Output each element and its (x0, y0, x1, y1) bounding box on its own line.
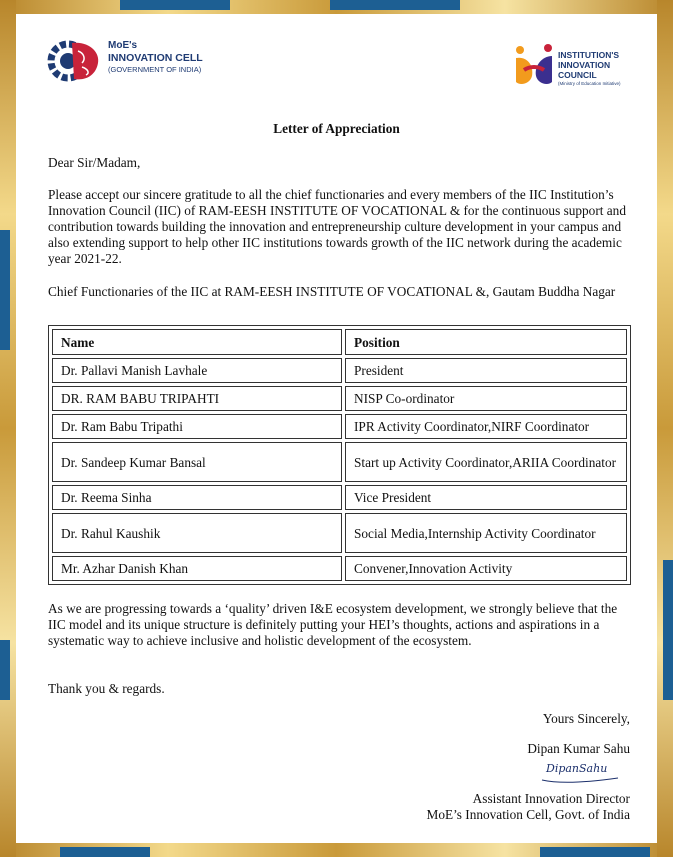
position-cell: Social Media,Internship Activity Coordinator (345, 513, 627, 553)
blue-accent (0, 640, 10, 700)
thanks-line: Thank you & regards. (48, 681, 165, 696)
blue-accent (0, 230, 10, 350)
left-border (0, 0, 16, 857)
signer-title: Assistant Innovation Director (472, 791, 630, 806)
position-cell: Start up Activity Coordinator,ARIIA Coordinator (345, 442, 627, 482)
blue-accent (330, 0, 460, 10)
logo-line: INNOVATION CELL (108, 52, 203, 64)
paragraph-intro: Please accept our sincere gratitude to all the chief functionaries and every members of the IIC Institution’s Innovation Council (IIC) of RAM-EESH INSTITUTE OF VOCATIONAL & for the continuous support and contribution towards building the innovation and entrepreneurship culture development in your campus and also extending support to help other IIC institutions towards growth of the IIC network during the academic year 2021-22. (48, 187, 626, 266)
salutation: Dear Sir/Madam, (48, 155, 141, 170)
blue-accent (663, 560, 673, 700)
table-row (52, 386, 627, 411)
table-row (52, 485, 627, 510)
people-emblem-icon (512, 42, 556, 88)
position-cell: Convener,Innovation Activity (345, 556, 627, 581)
header-position: Position (345, 329, 627, 355)
position-cell: President (345, 358, 627, 383)
name-cell: Dr. Ram Babu Tripathi (52, 414, 342, 439)
logo-line: MoE's (108, 40, 138, 51)
signer-org: MoE’s Innovation Cell, Govt. of India (426, 807, 630, 822)
table-intro: Chief Functionaries of the IIC at RAM-EESH INSTITUTE OF VOCATIONAL &, Gautam Buddha Nagar (48, 284, 616, 299)
moe-innovation-cell-logo (46, 37, 226, 87)
logo-line: COUNCIL (558, 70, 597, 80)
letter-title: Letter of Appreciation (273, 121, 400, 136)
table-row (52, 358, 627, 383)
logo-line: INSTITUTION'S (558, 50, 620, 60)
table-row (52, 556, 627, 581)
blue-accent (540, 847, 650, 857)
signature-flourish (540, 758, 620, 788)
signature-text: DipanSahu (546, 762, 608, 775)
signature-image (540, 758, 620, 788)
table-row (52, 442, 627, 482)
logo-line: (GOVERNMENT OF INDIA) (108, 65, 202, 74)
name-cell: Mr. Azhar Danish Khan (52, 556, 342, 581)
gear-brain-icon (46, 37, 102, 85)
position-cell: IPR Activity Coordinator,NIRF Coordinator (345, 414, 627, 439)
closing-line: Yours Sincerely, (542, 711, 630, 726)
name-cell: Dr. Rahul Kaushik (52, 513, 342, 553)
signer-name: Dipan Kumar Sahu (527, 741, 630, 756)
position-cell: Vice President (345, 485, 627, 510)
table-header-row (52, 329, 627, 355)
name-cell: DR. RAM BABU TRIPAHTI (52, 386, 342, 411)
blue-accent (60, 847, 150, 857)
name-cell: Dr. Sandeep Kumar Bansal (52, 442, 342, 482)
table-row (52, 414, 627, 439)
table-row (52, 513, 627, 553)
name-cell: Dr. Pallavi Manish Lavhale (52, 358, 342, 383)
header-name: Name (52, 329, 342, 355)
logo-line: (Ministry of Education Initiative) (558, 81, 621, 86)
paragraph-closing: As we are progressing towards a ‘quality’ driven I&E ecosystem development, we strongly believe that the IIC model and its unique structure is definitely putting your HEI’s thoughts, actions and aspirations in a systematic way to achieve inclusive and holistic development of the ecosystem. (48, 601, 618, 648)
functionaries-table (48, 325, 631, 585)
logo-line: INNOVATION (558, 60, 611, 70)
iic-logo (512, 42, 632, 92)
right-border (657, 0, 673, 857)
name-cell: Dr. Reema Sinha (52, 485, 342, 510)
blue-accent (120, 0, 230, 10)
position-cell: NISP Co-ordinator (345, 386, 627, 411)
